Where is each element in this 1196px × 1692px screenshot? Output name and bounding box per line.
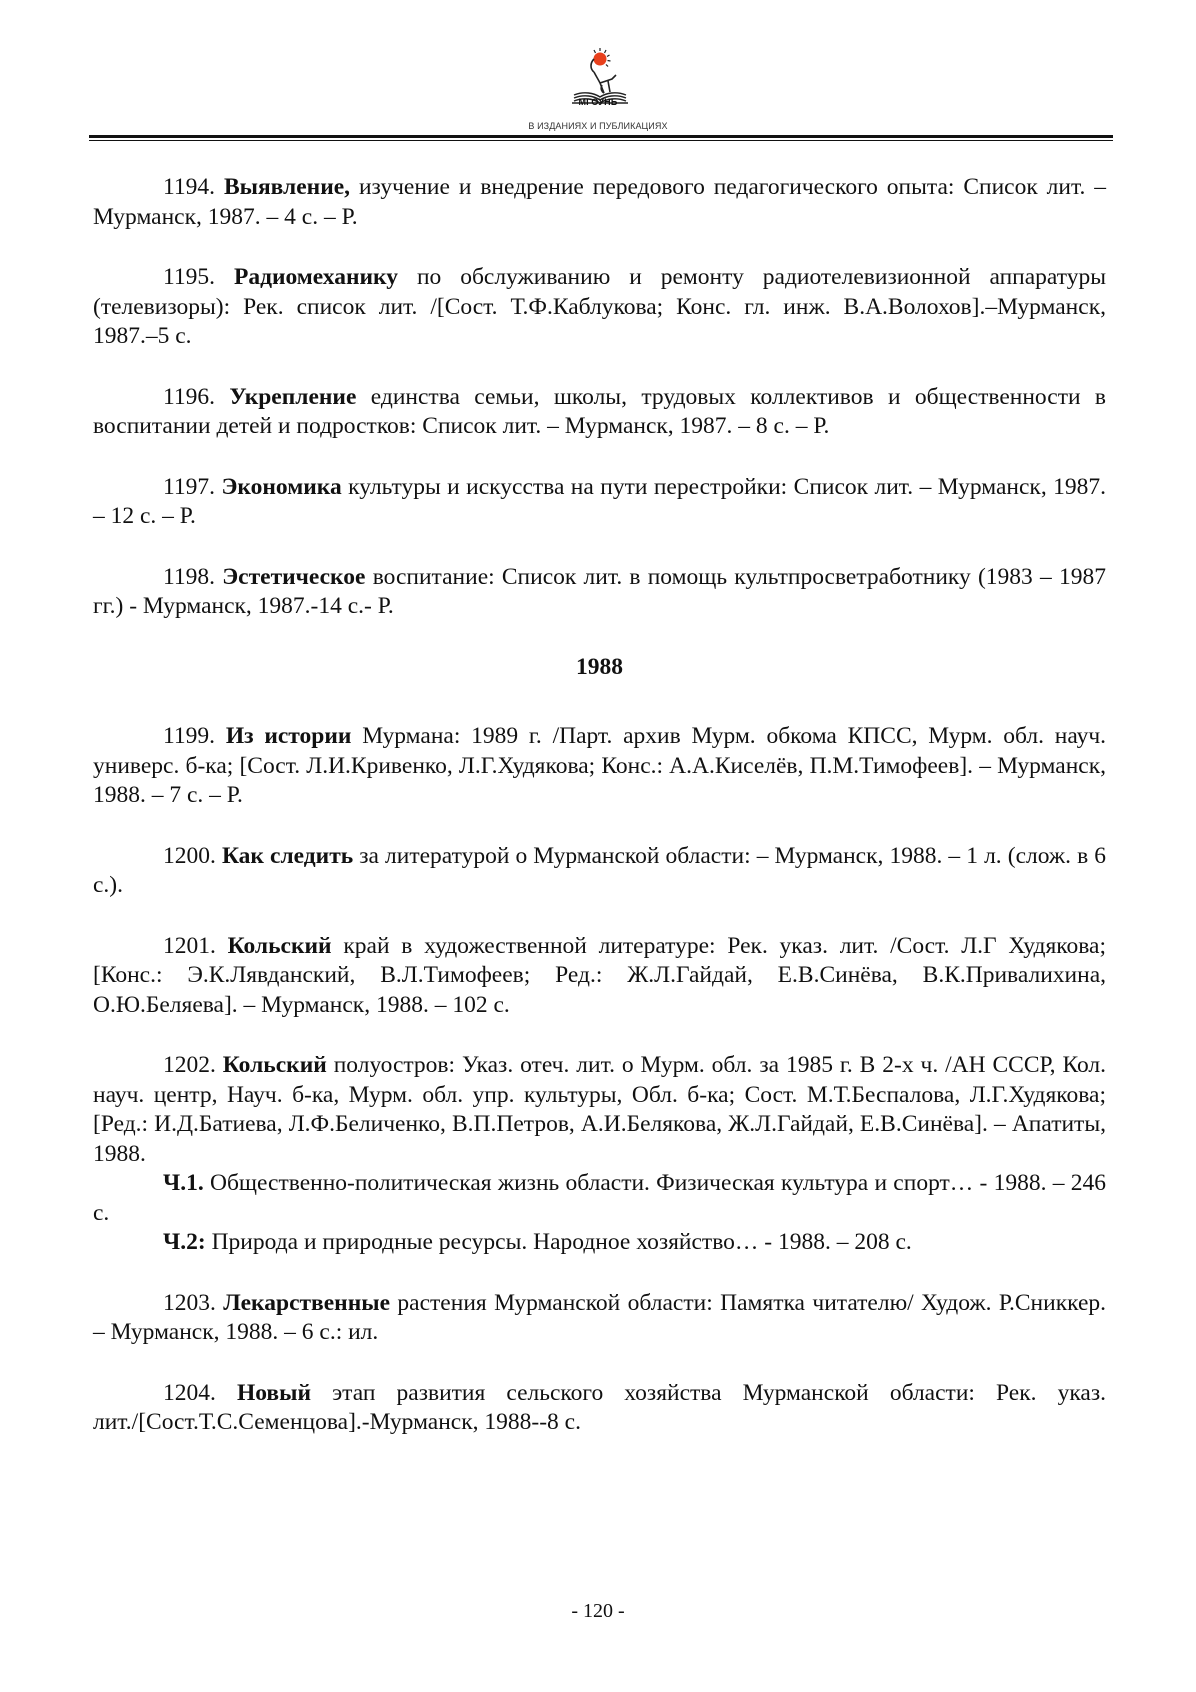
part-text: Общественно-политическая жизнь области. Физическая культура и спорт… - 1988. – 246 с. [93,1170,1106,1226]
bibliography-entry-1203 [93,1289,1106,1348]
entry-text: этап развития сельского хозяйства Мурманской области: Рек. указ. лит./[Сост.Т.С.Семенцова].-Мурманск, 1988--8 с. [93,1379,1106,1435]
entry-text: культуры и искусства на пути перестройки: Список лит. – Мурманск, 1987. – 12 с. – Р. [93,473,1106,529]
entry-keyword: Радиомеханику [233,264,398,290]
bibliography-entry-1201 [93,932,1106,1021]
entry-number: 1194. [163,174,216,200]
entry-keyword: Эстетическое [222,563,366,590]
entry-text: изучение и внедрение передового педагогического опыта: Список лит. – Мурманск, 1987. – 4 с. – Р. [93,174,1107,230]
sun-icon [594,48,611,67]
entry-keyword: Новый [236,1379,311,1406]
entry-keyword: Кольский [227,932,332,959]
year-heading: 1988 [576,653,623,680]
entry-keyword: Укрепление [229,383,357,410]
entry-keyword: Экономика [221,473,342,500]
entry-text: за литературой о Мурманской области: – Мурманск, 1988. – 1 л. (слож. в 6 с.). [93,842,1107,898]
entry-text: Мурмана: 1989 г. /Парт. архив Мурм. обкома КПСС, Мурм. обл. науч. универс. б-ка; [Сост. Л.И.Кривенко, Л.Г.Худякова; Конс.: А.А.Киселёв, П.М.Тимофеев]. – Мурманск, 1988. – 7 с. – Р. [93,723,1107,808]
entry-text: воспитание: Список лит. в помощь культпросветработнику (1983 – 1987 гг.) - Мурманск, 1987.-14 с.- Р. [93,563,1106,619]
entry-keyword: Из истории [225,723,352,749]
entry-text: край в художественной литературе: Рек. указ. лит. /Сост. Л.Г Худякова; [Конс.: Э.К.Лявданский, В.Л.Тимофеев; Ред.: Ж.Л.Гайдай, Е.В.Синёва, В.К.Привалихина, О.Ю.Беляева]. – Мурманск, 1988. – 102 с. [93,932,1107,1018]
bibliography-entry-1200 [93,842,1106,901]
entry-keyword: Выявление, [223,174,351,200]
entry-number: 1201. [163,932,216,959]
part-label: Ч.2: [163,1229,206,1255]
header-caption: В ИЗДАНИЯХ И ПУБЛИКАЦИЯХ [528,121,668,131]
entry-number: 1204. [163,1379,216,1406]
library-logo-text: МГОУНБ [578,97,618,107]
entry-text: по обслуживанию и ремонту радиотелевизионной аппаратуры (телевизоры): Рек. список лит. /[Сост. Т.Ф.Каблукова; Конс. гл. инж. В.А.Волохов].–Мурманск, 1987.–5 с. [93,264,1107,349]
entry-part-2 [93,1228,1106,1258]
bibliography-entry-1198 [93,563,1106,622]
entry-number: 1197. [163,473,216,500]
entry-number: 1202. [163,1052,216,1078]
entry-text: полуостров: Указ. отеч. лит. о Мурм. обл. за 1985 г. В 2-х ч. /АН СССР, Кол. науч. центр, Науч. б-ка, Мурм. обл. упр. культуры, Обл. б-ка; Сост. М.Т.Беспалова, Л.Г.Худякова; [Ред.: И.Д.Батиева, Л.Ф.Беличенко, В.П.Петров, А.И.Белякова, Ж.Л.Гайдай, Е.В.Синёва]. – Апатиты, 1988. [93,1052,1107,1167]
header-divider-thin [89,140,1113,141]
entry-keyword: Кольский [222,1052,327,1078]
page-number: - 120 - [571,1600,625,1622]
bibliography-entry-1196 [93,383,1106,442]
entry-keyword: Лекарственные [223,1289,391,1316]
bibliography-entry-1197 [93,473,1106,532]
bibliography-entry-1195 [93,263,1106,352]
part-label: Ч.1. [163,1170,204,1196]
page-header [0,0,1196,145]
header-divider-thick [89,135,1113,138]
bibliography-entry-1199 [93,722,1106,811]
entry-keyword: Как следить [221,842,354,869]
entry-number: 1195. [163,264,216,290]
bibliography-entry-1204 [93,1379,1106,1438]
bibliography-content [93,173,1106,1469]
entry-number: 1200. [163,842,216,869]
part-text: Природа и природные ресурсы. Народное хозяйство… - 1988. – 208 с. [205,1229,912,1255]
bibliography-entry-1194 [93,173,1106,232]
bibliography-entry-1202 [93,1051,1106,1169]
entry-number: 1196. [163,383,216,410]
entry-text: единства семьи, школы, трудовых коллективов и общественности в воспитании детей и подростков: Список лит. – Мурманск, 1987. – 8 с. – Р. [93,383,1106,439]
entry-number: 1198. [163,563,216,590]
bibliography-entry-1202-group [93,1051,1106,1258]
entry-number: 1203. [163,1289,216,1316]
entry-text: растения Мурманской области: Памятка читателю/ Худож. Р.Сниккер. – Мурманск, 1988. – 6 с.: ил. [93,1289,1107,1345]
entry-part-1 [93,1169,1106,1228]
entry-number: 1199. [163,723,216,749]
